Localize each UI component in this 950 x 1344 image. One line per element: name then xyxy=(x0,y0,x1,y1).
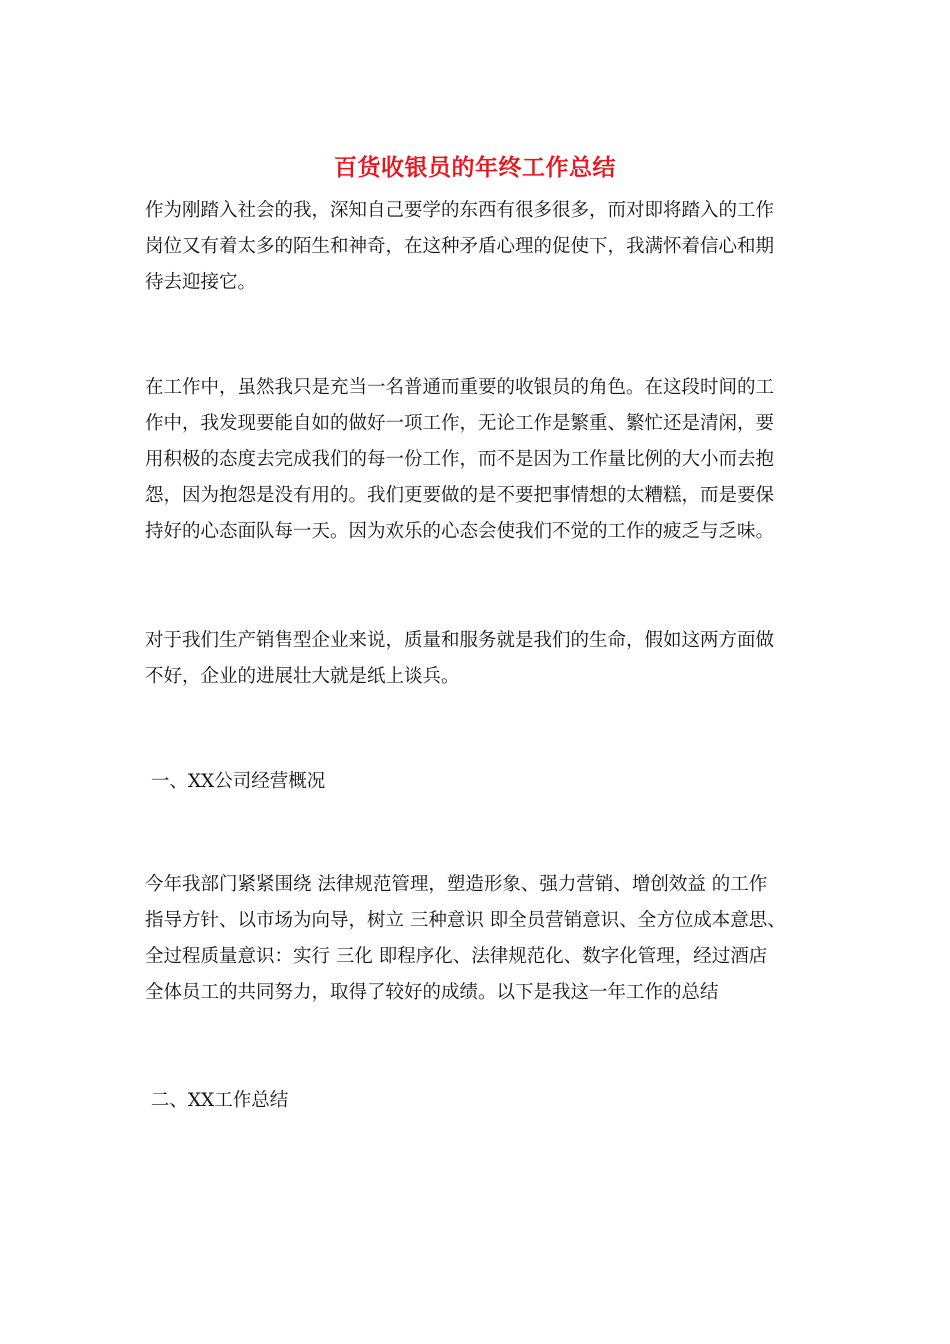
paragraph-department-summary xyxy=(145,867,813,1011)
paragraph-line: 岗位又有着太多的陌生和神奇，在这种矛盾心理的促使下，我满怀着信心和期 xyxy=(145,236,775,257)
paragraph-line: 对于我们生产销售型企业来说，质量和服务就是我们的生命，假如这两方面做 xyxy=(145,630,775,651)
paragraph-line: 怨，因为抱怨是没有用的。我们更要做的是不要把事情想的太糟糕，而是要保 xyxy=(145,485,775,506)
paragraph-work-attitude xyxy=(145,370,813,550)
paragraph-quality-service xyxy=(145,623,813,695)
document-title: 百货收银员的年终工作总结 xyxy=(334,154,616,181)
paragraph-line: 待去迎接它。 xyxy=(145,272,257,293)
paragraph-line: 今年我部门紧紧围绕 法律规范管理，塑造形象、强力营销、增创效益 的工作 xyxy=(145,874,768,895)
paragraph-line: 指导方针、以市场为向导，树立 三种意识 即全员营销意识、全方位成本意思、 xyxy=(145,910,786,931)
paragraph-line: 全体员工的共同努力，取得了较好的成绩。以下是我这一年工作的总结 xyxy=(145,982,719,1003)
paragraph-line: 用积极的态度去完成我们的每一份工作，而不是因为工作量比例的大小而去抱 xyxy=(145,449,775,470)
paragraph-intro xyxy=(145,193,813,301)
paragraph-line: 不好，企业的进展壮大就是纸上谈兵。 xyxy=(145,666,460,687)
paragraph-line: 作为刚踏入社会的我，深知自己要学的东西有很多很多，而对即将踏入的工作 xyxy=(145,200,775,221)
paragraph-line: 持好的心态面队每一天。因为欢乐的心态会使我们不觉的工作的疲乏与乏味。 xyxy=(145,521,775,542)
section-heading-overview: 一、XX公司经营概况 xyxy=(145,771,326,792)
paragraph-line: 全过程质量意识：实行 三化 即程序化、法律规范化、数字化管理，经过酒店 xyxy=(145,946,768,967)
paragraph-line: 作中，我发现要能自如的做好一项工作，无论工作是繁重、繁忙还是清闲，要 xyxy=(145,413,775,434)
section-heading-work-summary: 二、XX工作总结 xyxy=(145,1090,289,1111)
paragraph-line: 在工作中，虽然我只是充当一名普通而重要的收银员的角色。在这段时间的工 xyxy=(145,377,775,398)
